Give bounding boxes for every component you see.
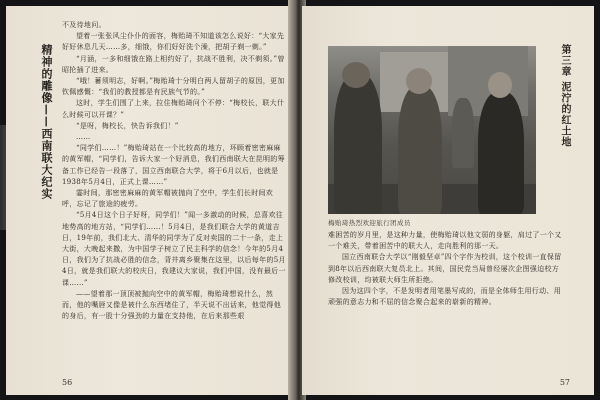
right-running-title: 第三章 泥泞的红土地	[559, 44, 570, 148]
paragraph: 因为这四个字，不是发明者用笔墨写成的，而是全体师生用行动、用顽强的意志力和不屈的信念聚合起来的崭新的精神。	[328, 287, 561, 307]
paragraph: 这时，学生们围了上来，拉住梅贻琦问个不停：“梅校长，联大什么时候可以开课？”	[62, 99, 285, 119]
left-page	[6, 6, 292, 395]
photo-figure-soldier	[334, 74, 382, 214]
photo-figure-head	[488, 72, 512, 98]
page-number-left: 56	[62, 378, 73, 387]
left-body-text	[62, 20, 286, 322]
right-page	[302, 6, 594, 395]
left-running-title: 精神的雕像——西南联大纪实	[40, 44, 53, 200]
paragraph: ——望着那一顶顶被抛向空中的黄军帽，梅贻琦想说什么，然而，他的嘴唇又像是被什么东西堵住了，半天说不出话来，他觉得他的身后，有一股十分强劲的力量在支持他，在后来那些艰	[62, 289, 281, 321]
paragraph: 望着一张张风尘仆仆的面容，梅贻琦不知道该怎么说好：“大家先好好休息几天……多，细饿，你们好好洗个澡，把胡子剃一剃。”	[62, 32, 285, 52]
historical-photo	[328, 46, 536, 214]
paragraph: 国立西南联合大学以“刚毅坚卓”四个字作为校训，这个校训一直保留到8年以后西南联大复员北上。其间，国民党当局曾经屡次企图强迫校方修改校训，均被联大师生所拒绝。	[328, 253, 562, 284]
paragraph: “月涵，一多和细饿在路上相约好了，抗战不胜利，决不剃须。”曾昭抡插了进来。	[62, 54, 285, 74]
paragraph: 难困苦的岁月里，是这种力量，使梅贻琦以他文弱的身躯，肩过了一个又一个难关，带着困苦中的联大人，走向胜利的那一天。	[328, 231, 562, 251]
paragraph: “是呀，梅校长，快告诉我们！”	[76, 121, 179, 130]
photo-figure-head	[406, 68, 432, 94]
photo-figure-soldier	[398, 86, 442, 214]
paragraph: 霎时间，那密密麻麻的黄军帽被抛向了空中，学生们长时间欢呼，忘记了旅途的疲劳。	[62, 189, 274, 209]
photo-caption: 梅贻琦热烈欢迎旅行团成员	[328, 219, 411, 227]
paragraph: 不及待地问。	[62, 21, 106, 29]
paragraph: “同学们……！”梅贻琦站在一个比较高的地方，环顾着密密麻麻的黄军帽，“同学们，告诉大家一个好消息，我们西南联大在昆明的筹备工作已经告一段落了，国立西南联合大学，将于6月以后，也就是1938年5月4日，正式上课……”	[62, 144, 285, 186]
paragraph: “5月4日这个日子好呀，同学们！”闻一多激动的时候，总喜欢往地势高的地方站，“同学们……！5月4日，是我们联合大学的黄道吉日，19年前，我们北大、清华的同学为了反对卖国的二十一条，走上大街，大晚起来撒，为中国学子树立了民主科学的信念！今年的5月4日，我们为了抗战必胜的信念，背井离乡聚集在这里，以后每年的5月4日，就是我们联大的校庆日，我建议大家说，我们中国，没有最后一课……”	[62, 211, 286, 287]
photo-figure-head	[342, 62, 370, 88]
paragraph: ……	[76, 133, 91, 142]
page-number-right: 57	[559, 378, 570, 387]
photo-figure-bystander	[452, 98, 474, 168]
paragraph: “哦！蓄须明志，好啊。”梅贻琦十分明白两人留胡子的原因，更加钦佩感慨：“我们的教授都是有民族气节的。”	[62, 77, 285, 97]
right-body-text	[328, 230, 566, 308]
photo-figure-man	[478, 92, 524, 214]
